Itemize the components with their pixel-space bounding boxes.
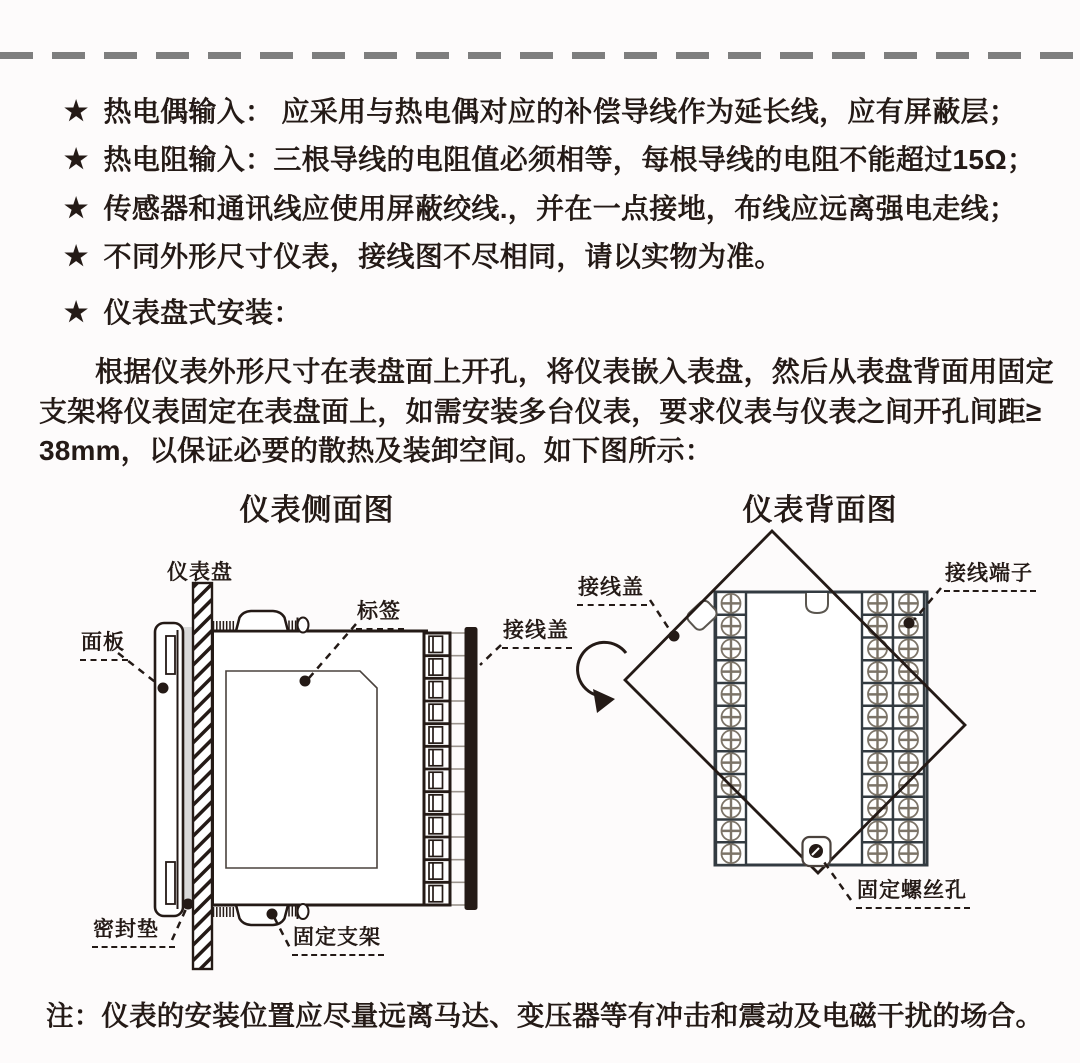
label-bracket: 固定支架 xyxy=(292,921,384,956)
screw-head-bottom xyxy=(298,904,309,919)
mounting-bracket-top xyxy=(236,611,288,631)
screw-head-top xyxy=(298,618,309,633)
wiring-cover-bar xyxy=(465,627,478,910)
label-area xyxy=(226,671,377,868)
star-icon: ★ xyxy=(64,144,89,174)
side-view-title: 仪表侧面图 xyxy=(239,493,395,528)
label-screw-hole: 固定螺丝孔 xyxy=(856,874,970,909)
bottom-note: 注：仪表的安装位置应尽量远离马达、变压器等有冲击和震动及电磁干扰的场合。 xyxy=(46,1000,1044,1031)
label-gasket: 密封垫 xyxy=(92,913,175,948)
star-icon: ★ xyxy=(64,193,89,223)
label-wiring-cover-back: 接线盖 xyxy=(577,571,647,606)
bullet-text: 不同外形尺寸仪表，接线图不尽相同，请以实物为准。 xyxy=(103,241,783,272)
paragraph-line: 根据仪表外形尺寸在表盘面上开孔，将仪表嵌入表盘，然后从表盘背面用固定 xyxy=(95,356,1054,387)
bullet-dimensions xyxy=(64,240,783,274)
bullet-text: 热电阻输入：三根导线的电阻值必须相等，每根导线的电阻不能超过15Ω； xyxy=(103,144,1036,175)
dashed-divider xyxy=(0,52,1080,59)
paragraph-line: 支架将仪表固定在表盘面上，如需安装多台仪表，要求仪表与仪表之间开孔间距≥ xyxy=(39,395,1042,427)
star-icon: ★ xyxy=(64,241,89,271)
star-icon: ★ xyxy=(64,96,89,126)
label-wiring-cover-side: 接线盖 xyxy=(502,614,572,649)
label-panel-board: 仪表盘 xyxy=(167,561,233,584)
rotation-arrowhead-icon xyxy=(593,689,615,713)
side-view-diagram xyxy=(118,583,501,969)
bullet-thermocouple xyxy=(64,95,1017,129)
label-terminal: 接线端子 xyxy=(944,557,1036,592)
paragraph-line: 38mm，以保证必要的散热及装卸空间。如下图所示： xyxy=(39,435,713,466)
mounting-bracket-bottom xyxy=(236,905,288,925)
bullet-sensor-wiring xyxy=(64,192,1017,226)
star-icon: ★ xyxy=(64,297,89,327)
section-header-panel-mount xyxy=(64,296,302,330)
rotation-arrow-icon xyxy=(578,642,626,696)
terminal-block xyxy=(424,633,466,905)
back-view-title: 仪表背面图 xyxy=(742,493,898,528)
bullet-text: 热电偶输入： 应采用与热电偶对应的补偿导线作为延长线，应有屏蔽层； xyxy=(103,96,1018,127)
installation-paragraph xyxy=(39,352,1054,471)
panel-board-hatch xyxy=(193,583,212,969)
label-sticker: 标签 xyxy=(356,595,404,630)
bullet-text: 传感器和通讯线应使用屏蔽绞线.，并在一点接地，布线应远离强电走线； xyxy=(103,193,1018,224)
label-front-panel: 面板 xyxy=(80,626,128,661)
bullet-rtd xyxy=(64,143,1035,177)
section-title: 仪表盘式安装： xyxy=(103,297,302,328)
bezel-clip-bottom xyxy=(166,862,175,904)
hanger-tab xyxy=(806,593,828,613)
bezel-clip-top xyxy=(166,636,175,674)
